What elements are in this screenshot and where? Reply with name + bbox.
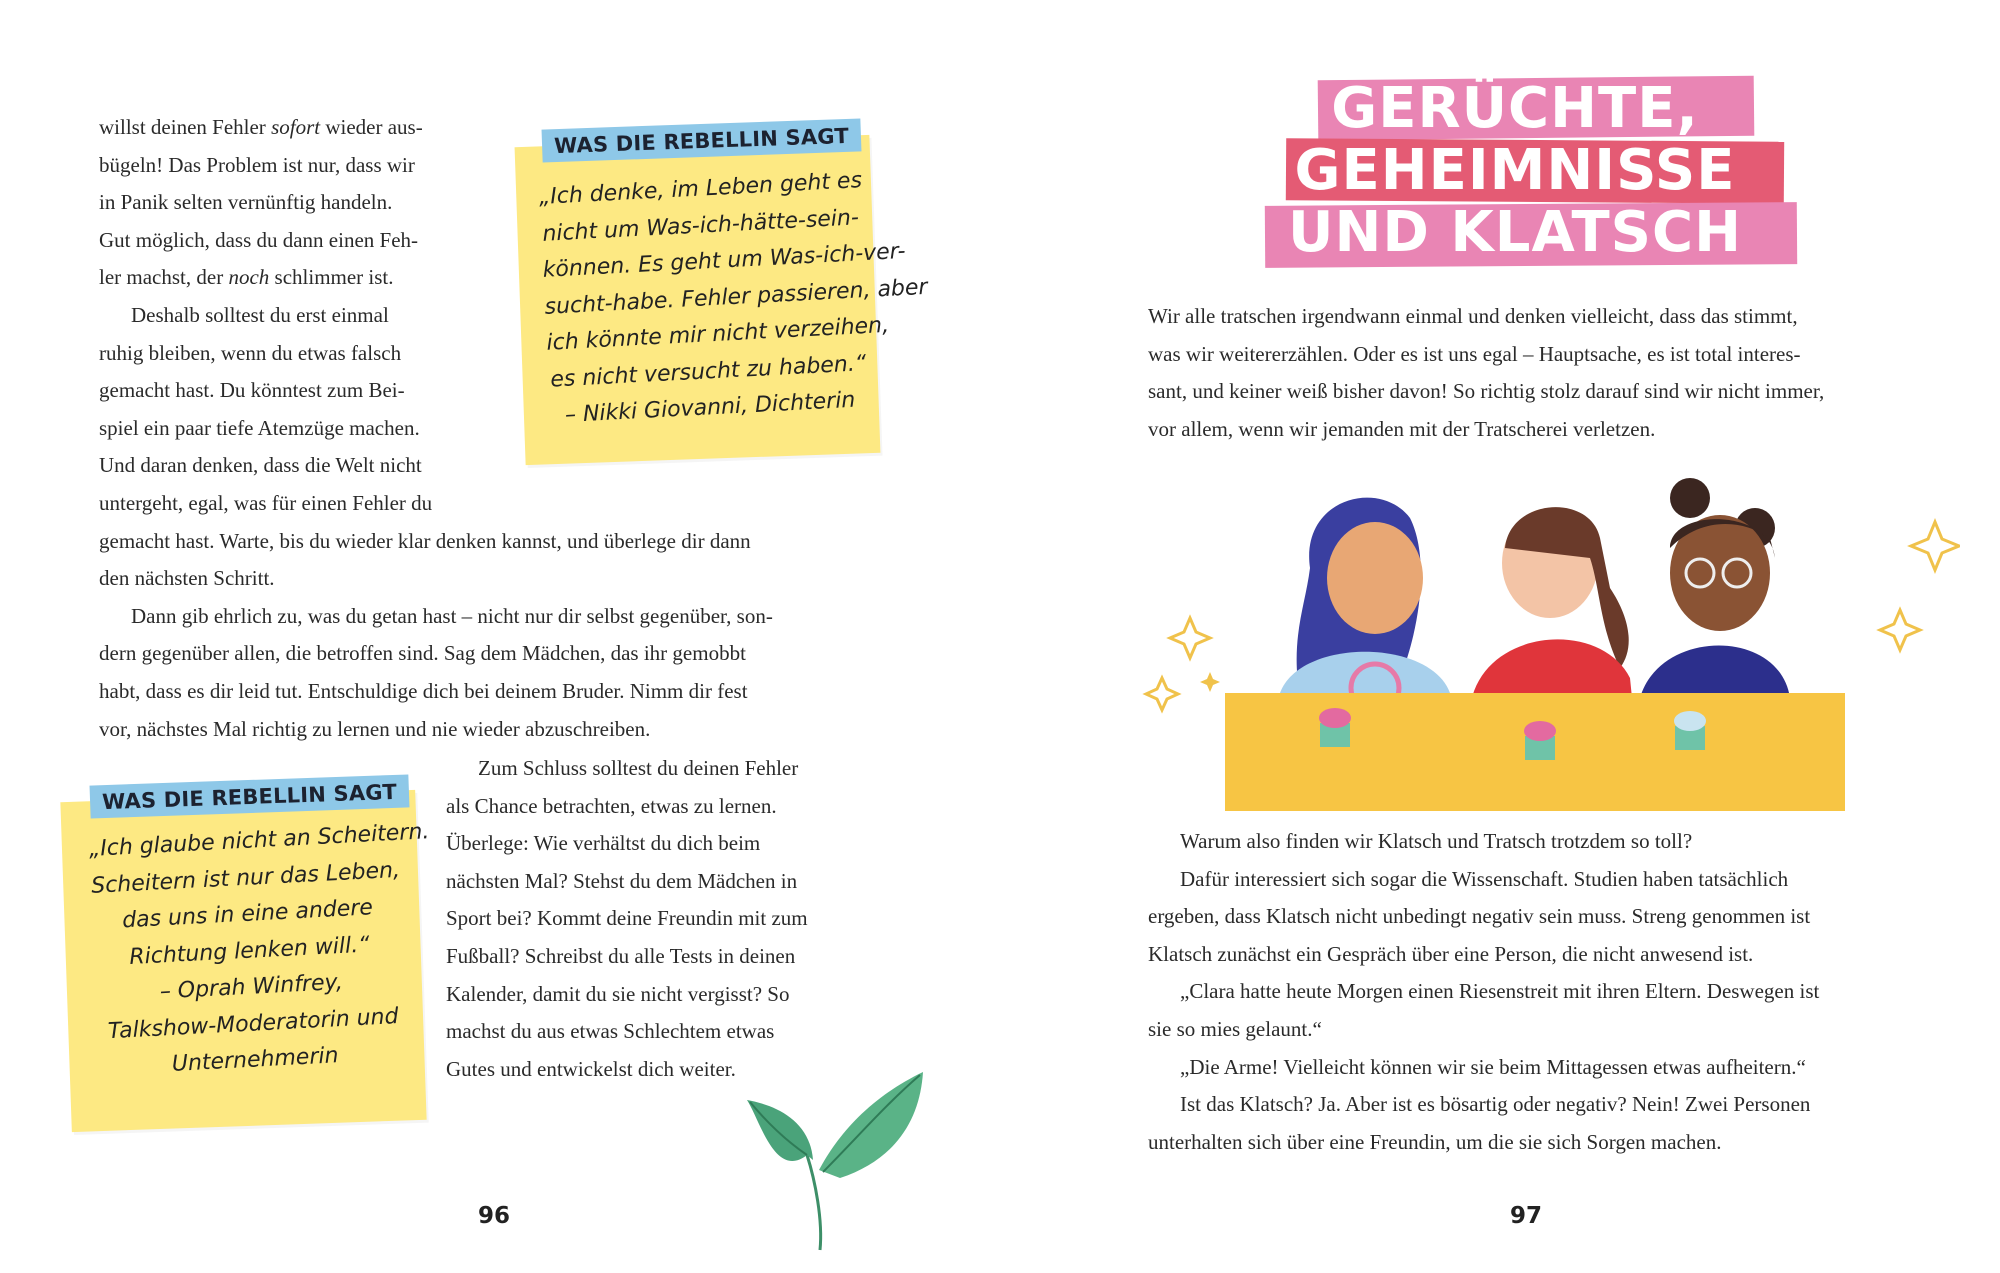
note-label: WAS DIE REBELLIN SAGT — [542, 118, 862, 162]
heading-line: GERÜCHTE, — [1331, 76, 1699, 141]
text-line — [99, 635, 773, 673]
quote-line: Richtung lenken will.“ — [128, 931, 371, 970]
text-run: den nächsten Schritt. — [99, 566, 275, 591]
left-column-bottom — [446, 750, 808, 1088]
text-line — [99, 711, 773, 749]
quote-line: Unternehmerin — [171, 1043, 340, 1077]
text-run: Dann gib ehrlich zu, was du getan hast – nicht nur dir selbst gegenüber, son- — [131, 603, 773, 628]
quote-line: es nicht versucht zu haben.“ — [549, 350, 867, 393]
text-line: als Chance betrachten, etwas zu lernen. — [446, 793, 777, 818]
text-run: Und daran denken, dass die Welt nicht — [99, 453, 422, 478]
section-heading — [1255, 78, 1775, 264]
text-run: schlimmer ist. — [269, 265, 394, 290]
text-line: „Clara hatte heute Morgen einen Riesenstreit mit ihren Eltern. Deswegen ist — [1180, 979, 1820, 1004]
text-line: Sport bei? Kommt deine Freundin mit zum — [446, 906, 808, 931]
text-run: untergeht, egal, was für einen Fehler du — [99, 490, 433, 515]
right-body-text — [1148, 823, 1819, 1161]
text-run: ler machst, der — [99, 265, 229, 290]
text-line: machst du aus etwas Schlechtem etwas — [446, 1019, 775, 1044]
quote-line: „Ich glaube nicht an Scheitern. — [88, 819, 430, 862]
text-line: Ist das Klatsch? Ja. Aber ist es bösartig oder negativ? Nein! Zwei Personen — [1180, 1092, 1811, 1117]
quote-line: ich könnte mir nicht verzeihen, — [545, 312, 890, 356]
text-run: habt, dass es dir leid tut. Entschuldige dich bei deinem Bruder. Nimm dir fest — [99, 678, 748, 703]
text-line: Klatsch zunächst ein Gespräch über eine Person, die nicht anwesend ist. — [1148, 941, 1754, 966]
quote-line: Talkshow-Moderatorin und — [107, 1003, 400, 1044]
text-run: Gut möglich, dass du dann einen Feh- — [99, 227, 419, 252]
quote-line: nicht um Was-ich-hätte-sein- — [541, 204, 860, 247]
text-run: ruhig bleiben, wenn du etwas falsch — [99, 340, 402, 365]
text-line: Gutes und entwickelst dich weiter. — [446, 1056, 736, 1081]
text-line: unterhalten sich über eine Freundin, um die sie sich Sorgen machen. — [1148, 1129, 1722, 1154]
text-line — [99, 485, 773, 523]
text-run: in Panik selten vernünftig handeln. — [99, 190, 393, 215]
quote-line: – Oprah Winfrey, — [159, 969, 344, 1005]
page-number-right: 97 — [1510, 1203, 1543, 1229]
text-line: „Die Arme! Vielleicht können wir sie beim Mittagessen etwas aufheitern.“ — [1180, 1054, 1806, 1079]
text-line: Überlege: Wie verhältst du dich beim — [446, 831, 761, 856]
text-line: nächsten Mal? Stehst du dem Mädchen in — [446, 868, 798, 893]
text-line — [99, 673, 773, 711]
page-number-left: 96 — [478, 1203, 511, 1229]
text-line: sant, und keiner weiß bisher davon! So richtig stolz darauf sind wir nicht immer, — [1148, 379, 1825, 404]
quote-line: sucht-habe. Fehler passieren, aber — [543, 274, 929, 320]
text-line: Wir alle tratschen irgendwann einmal und denken vielleicht, dass das stimmt, — [1148, 304, 1798, 328]
text-line: vor allem, wenn wir jemanden mit der Tratscherei verletzen. — [1148, 416, 1656, 441]
heading-line: UND KLATSCH — [1288, 200, 1742, 265]
emphasis-text: sofort — [271, 115, 321, 139]
text-line: Dafür interessiert sich sogar die Wissenschaft. Studien haben tatsächlich — [1180, 866, 1789, 891]
quote-line: – Nikki Giovanni, Dichterin — [564, 387, 856, 428]
text-run: wieder aus- — [320, 115, 423, 139]
text-line: Fußball? Schreibst du alle Tests in deinen — [446, 943, 796, 968]
text-run: dern gegenüber allen, die betroffen sind. Sag dem Mädchen, das ihr gemobbt — [99, 641, 746, 666]
quote-line: Scheitern ist nur das Leben, — [90, 857, 401, 899]
text-line: Warum also finden wir Klatsch und Tratsch trotzdem so toll? — [1180, 829, 1693, 853]
intro-paragraph — [1148, 298, 1824, 448]
text-line — [99, 523, 773, 561]
text-line — [99, 560, 773, 598]
text-line — [99, 598, 773, 636]
note-label: WAS DIE REBELLIN SAGT — [90, 774, 410, 818]
text-run: bügeln! Das Problem ist nur, dass wir — [99, 152, 415, 177]
text-line: sie so mies gelaunt.“ — [1148, 1016, 1322, 1041]
heading-line: GEHEIMNISSE — [1294, 138, 1736, 203]
text-line: Kalender, damit du sie nicht vergisst? So — [446, 981, 790, 1006]
quote-line: das uns in eine andere — [121, 895, 374, 934]
text-run: willst deinen Fehler — [99, 115, 272, 139]
text-run: gemacht hast. Warte, bis du wieder klar denken kannst, und überlege dir dann — [99, 528, 751, 553]
quote-line: „Ich denke, im Leben geht es — [538, 168, 863, 210]
text-run: Deshalb solltest du erst einmal — [131, 302, 389, 327]
text-line: Zum Schluss solltest du deinen Fehler — [478, 756, 799, 780]
leaf-illustration — [735, 1060, 935, 1260]
emphasis-text: noch — [228, 265, 270, 290]
quote-line: können. Es geht um Was-ich-ver- — [542, 238, 907, 283]
note-quote-text — [88, 816, 430, 1087]
text-run: vor, nächstes Mal richtig zu lernen und nie wieder abzuschreiben. — [99, 716, 651, 741]
text-line: was wir weitererzählen. Oder es ist uns egal – Hauptsache, es ist total interes- — [1148, 341, 1801, 366]
text-run: gemacht hast. Du könntest zum Bei- — [99, 378, 405, 403]
text-line: ergeben, dass Klatsch nicht unbedingt negativ sein muss. Streng genommen ist — [1148, 904, 1811, 929]
note-quote-text — [538, 163, 929, 435]
girls-gossiping-illustration — [1130, 478, 1960, 818]
text-run: spiel ein paar tiefe Atemzüge machen. — [99, 415, 420, 440]
